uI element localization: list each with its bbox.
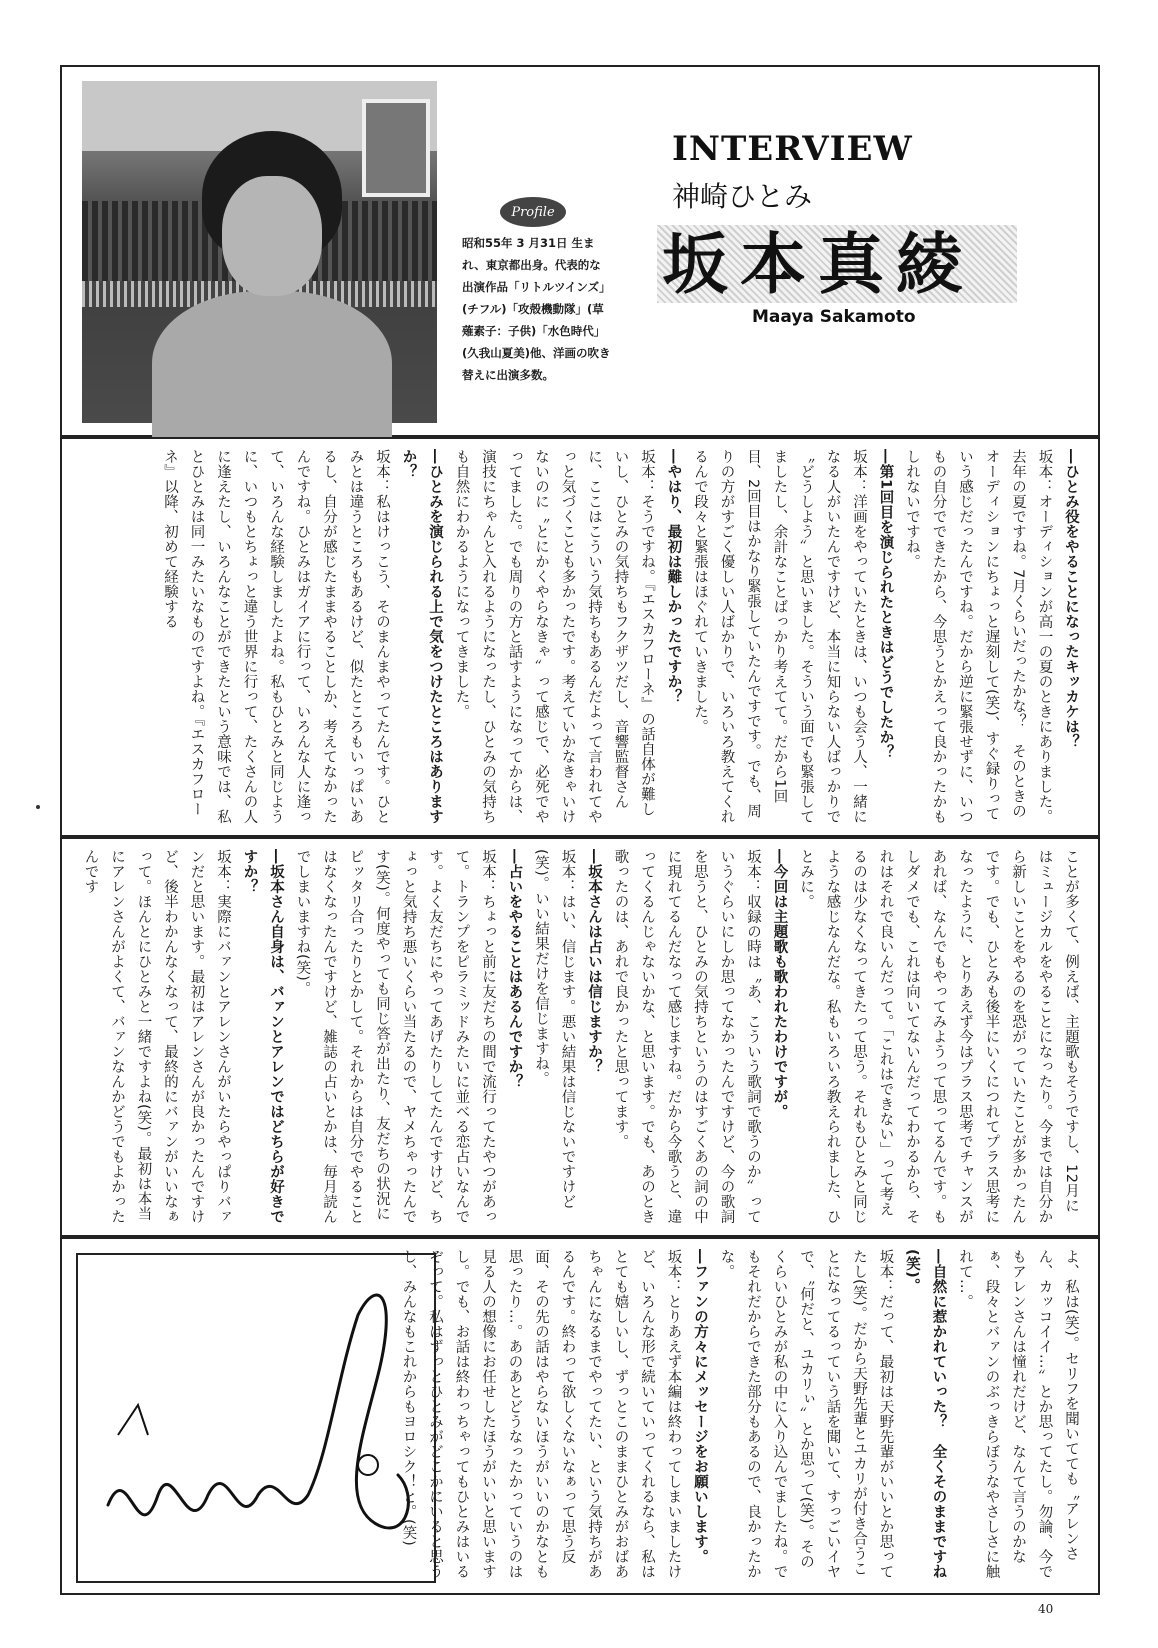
vertical-text-columns	[76, 849, 1084, 1225]
header-panel	[60, 65, 1100, 437]
name-japanese: 坂本真綾	[662, 225, 974, 303]
interview-question: ―第1回目を演じられたときはどうでしたか？	[877, 449, 894, 760]
interview-block-1	[60, 437, 1100, 837]
interview-answer: 坂本：とりあえず本編は終わってしまいましたけど、いろんな形で続いていってくれるなら、私はとても嬉しいし、ずっとこのままひとみがおばあちゃんになるまでやってたい、という気持ちがあるんです。終わって欲しくないなぁって思う反面、その先の話はやらないほうがいいのかなとも思ったり…。あのあとどうなったかっていうのは見る人の想像にお任せしたほうがいいと思いますし。でも、お話は終わっちゃってもひとみはいるぞって。私はずっとひとみがどこかにいると思うし、みんなもこれからもヨロシク！と。(笑)	[400, 1249, 682, 1579]
interview-question: ―坂本さんは占いは信じますか？	[586, 849, 602, 1074]
interview-answer: 坂本：だって、最初は天野先輩がいいとか思ってたし(笑)。だから天野先輩とユカリが付き合うことになってるっていう話を聞いて、すっごいイヤで、〝何だと、ユカリぃ〟とか思って(笑)。そのくらいひとみが私の中に入り込んでましたね。でもそれだからできた部分もあるので、良かったかな。	[718, 1249, 894, 1579]
character-name: 神崎ひとみ	[672, 180, 813, 213]
interview-answer: 坂本：洋画をやっていたときは、いつも会う人、一緒になる人がいたんですけど、本当に知らない人ばっかりで〝どうしよう〟と思いました。そういう面でも緊張してましたし、余計なことばっかり考えてて。だから1回目、2回目はかなり緊張していたんですです。でも、周りの方がすごく優しい人ばかりで、いろいろ教えてくれるんで段々と緊張はほぐれていきました。	[692, 449, 867, 824]
interview-question: ―今回は主題歌も歌われたわけですが。	[771, 849, 788, 1119]
interview-question: ―占いをやることはあるんですか？	[506, 849, 523, 1089]
vertical-text-columns	[400, 1249, 1084, 1583]
interview-question: ―ひとみ役をやることになったキッカケは？	[1063, 449, 1079, 749]
vertical-text-columns	[76, 449, 1084, 825]
interview-answer: 坂本：はい、信じます。悪い結果は信じないですけど(笑)。いい結果だけを信じますね。	[533, 849, 576, 1209]
interview-label: INTERVIEW	[672, 129, 913, 169]
interview-answer: 坂本：実際にバァンとアレンさんがいたらやっぱりバァンだと思います。最初はアレンさんが良かったんですけど、後半わかんなくなって、最終的にバァンがいいなぁって。ほんとにひとみと一緒ですよね(笑)。最初は本当にアレンさんがよくて、バァンなんかどうでもよかったんです	[82, 849, 231, 1224]
profile-text: 昭和55年 3 月31日 生まれ、東京都出身。代表的な出演作品「リトルツインズ」(チフル)「攻殻機動隊」(草薙素子：子供)「水色時代」(久我山夏美)他、洋画の吹き替えに出演多数。	[462, 236, 611, 382]
interview-answer: 坂本：私はけっこう、そのまんまやってたんです。ひとみとは違うところもあるけど、似たところもいっぱいあるし、自分が感じたままやることしか、考えてなかったんですね。ひとみはガイアに行って、いろんな人に逢って、いろんな経験しましたよね。私もひとみと同じように、いつもとちょっと違う世界に行って、たくさんの人に逢えたし、いろんなことができたという意味では、私とひとみは同一みたいなものですよね。『エスカフローネ』以降、初めて経験する	[162, 449, 390, 824]
signature-box	[76, 1253, 436, 1583]
interview-block-3	[60, 1237, 1100, 1595]
portrait-photo	[82, 81, 437, 423]
interview-answer: よ、私は(笑)。セリフを聞いてても〝アレンさん、カッコイイ…〟とか思ってたし。勿論、今でもアレンさんは憧れだけど、なんて言うのかなぁ、段々とバァンのぶっきらぼうなやさしさに触れて…。	[957, 1249, 1079, 1579]
interview-question: ―坂本さん自身は、バァンとアレンではどちらが好きですか？	[241, 849, 284, 1224]
interview-question: ―ひとみを演じられる上で気をつけたところはありますか？	[400, 449, 443, 824]
page-number: 40	[1038, 1602, 1054, 1616]
interview-answer: 坂本：収録の時は〝あ、こういう歌詞で歌うのか〟っていうぐらいにしか思ってなかったんですけど、今の歌詞を思うと、ひとみの気持ちというのはすごくあの詞の中に現れてるんだなって感じますね。だから今歌うと、違ってくるんじゃないかな、と思います。でも、あのとき歌ったのは、あれで良かったと思ってます。	[612, 849, 761, 1224]
magazine-page	[60, 65, 1100, 1595]
interview-answer: 坂本：オーディションが高一の夏のときにありました。去年の夏ですね。7月くらいだったかな？ そのときのオーディションにちょっと遅刻して(笑)、すぐ録りっていう感じだったんですね。だから逆に緊張せずに、いつもの自分でできたから、今思うとかえって良かったかもしれないですね。	[904, 449, 1053, 824]
name-romaji: Maaya Sakamoto	[752, 307, 916, 327]
interview-question: ―ファンの方々にメッセージをお願いします。	[692, 1249, 708, 1564]
interview-block-2	[60, 837, 1100, 1237]
interview-answer: 坂本：そうですね。『エスカフローネ』の話自体が難しいし、ひとみの気持ちもフクザツだし、音響監督さんに、ここはこういう気持ちもあるんだよって言われてやっと気づくことも多かったです。考えていかなきゃいけないのに〝とにかくやらなきゃ〟って感じで、必死でやってました。でも周りの方と話すようになってからは、演技にちゃんと入れるようになったし、ひとみの気持ちも自然にわかるようになってきました。	[453, 449, 655, 824]
profile-badge: Profile	[500, 197, 566, 227]
interview-question: ―やはり、最初は難しかったですか？	[665, 449, 682, 704]
print-dot	[36, 805, 40, 809]
interview-answer: ことが多くて、例えば、主題歌もそうですし、12月にはミュージカルをやることになったり。今までは自分から新しいことをやるのを恐がっていたことが多かったんです。でも、ひとみも後半にいくにつれてプラス思考になったように、とりあえず今はプラス思考でチャンスがあれば、なんでもやってみようって思ってるんです。もしダメでも、これは向いてないんだってわかるから、それはそれで良いんだって。「これはできない」って考えるのは少なくなってきたって思う。それもひとみと同じような感じなんだな。私もいろいろ教えられました、ひとみに。	[798, 849, 1079, 1224]
interview-answer: 坂本：ちょっと前に友だちの間で流行ってたやつがあって。トランプをピラミッドみたいに並べる恋占いなんです。よく友だちにやってあげたりしてたんですけど、ちょっと気持ち悪いくらい当たるので、ヤメちゃったんです(笑)。何度やっても同じ答が出たり、友だちの状況にピッタリ合ったりとかして。それからは自分でやることはなくなったんですけど、雑誌の占いとかは、毎月読んでしまいますね(笑)。	[294, 849, 496, 1224]
signature-drawing	[78, 1255, 434, 1581]
interview-question: ―自然に惹かれていった？ 全くそのままですね(笑)。	[904, 1249, 947, 1579]
